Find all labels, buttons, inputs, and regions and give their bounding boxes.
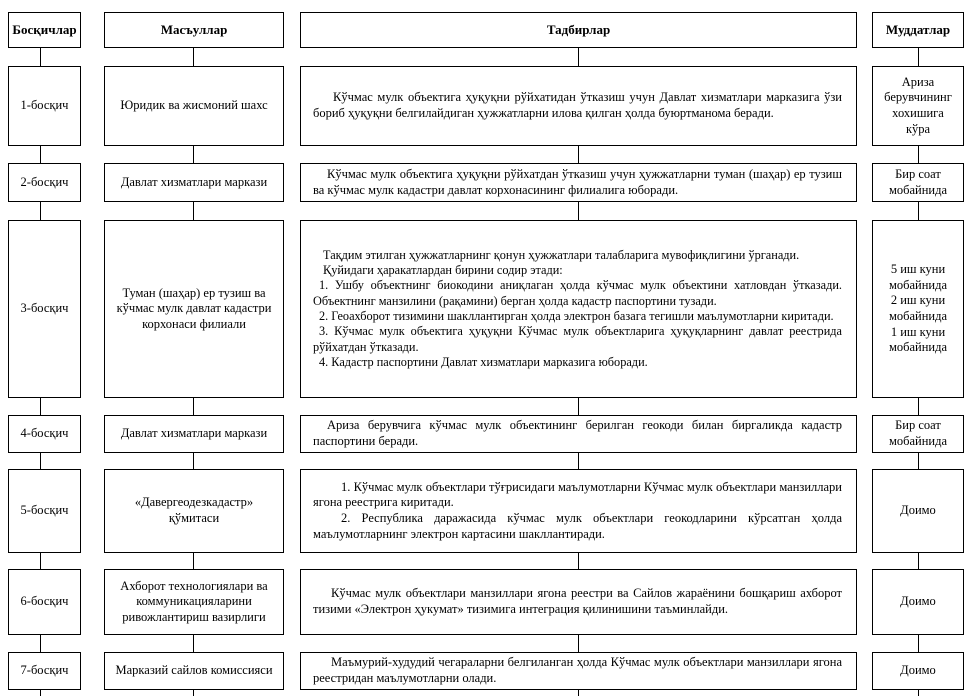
deadline-cell: Доимо <box>872 469 964 553</box>
action-text: 1. Кўчмас мулк объектлари тўғрисидаги маълумотларни Кўчмас мулк объектлари манзиллари ягона реестрига киритади. <box>313 479 842 510</box>
header-stages: Босқичлар <box>8 12 81 48</box>
action-cell <box>300 469 857 553</box>
action-cell <box>300 220 857 398</box>
responsible-cell: Юридик ва жисмоний шахс <box>104 66 284 146</box>
action-text: Қуйидаги ҳаракатлардан бирини содир этади: <box>323 262 563 277</box>
deadline-item: 1 иш куни мобайнида <box>888 324 948 355</box>
responsible-cell: «Давергеодезкадастр» қўмитаси <box>104 469 284 553</box>
stage-cell: 7-босқич <box>8 652 81 690</box>
action-text: 2. Республика даражасида кўчмас мулк объектлари геокодларини кўрсатган ҳолда маълумотларнинг электрон картасини шакллантиради. <box>313 511 842 541</box>
responsible-cell: Ахборот технологиялари ва коммуникацияларини ривожлантириш вазирлиги <box>104 569 284 635</box>
deadline-item: 5 иш куни мобайнида <box>888 262 948 292</box>
responsible-cell: Марказий сайлов комиссияси <box>104 652 284 690</box>
stage-cell: 5-босқич <box>8 469 81 553</box>
responsible-cell: Туман (шаҳар) ер тузиш ва кўчмас мулк давлат кадастри корхонаси филиали <box>104 220 284 398</box>
action-text: Тақдим этилган ҳужжатларнинг қонун ҳужжатлари талабларига мувофиқлигини ўрганади. <box>323 247 800 262</box>
deadline-cell: Доимо <box>872 569 964 635</box>
action-text: 4. Кадастр паспортини Давлат хизматлари марказига юборади. <box>319 355 648 370</box>
deadline-cell: Бир соат мобайнида <box>872 163 964 202</box>
action-text: Ариза берувчига кўчмас мулк объектининг берилган геокоди билан биргаликда кадастр паспортини беради. <box>313 418 842 448</box>
action-cell <box>300 66 857 146</box>
responsible-cell: Давлат хизматлари маркази <box>104 415 284 453</box>
action-cell <box>300 569 857 635</box>
action-text: Кўчмас мулк объектлари манзиллари ягона реестри ва Сайлов жараёнини бошқариш ахборот тизими «Электрон ҳукумат» тизимига интеграция қилинишини таъминлайди. <box>313 586 842 616</box>
stage-cell: 1-босқич <box>8 66 81 146</box>
action-text: 3. Кўчмас мулк объектига ҳуқуқни Кўчмас мулк объектларига ҳуқуқларнинг давлат реестрида рўйхатдан ўтказади. <box>313 324 842 354</box>
action-cell <box>300 163 857 202</box>
deadline-item: 2 иш куни мобайнида <box>888 293 948 323</box>
action-cell <box>300 415 857 453</box>
action-text: 1. Ушбу объектнинг биокодини аниқлаган ҳолда кўчмас мулк объектини хатловдан ўтказади. Объектнинг манзилини (рақамини) берган ҳолда кадастр паспортини тузади. <box>313 278 842 308</box>
deadline-cell: Ариза берувчининг хохишига кўра <box>872 66 964 146</box>
stage-cell: 2-босқич <box>8 163 81 202</box>
deadline-cell <box>872 220 964 398</box>
stage-cell: 6-босқич <box>8 569 81 635</box>
action-text: Кўчмас мулк объектига ҳуқуқни рўйхатдан ўтказиш учун ҳужжатларни туман (шаҳар) ер тузиш ва кўчмас мулк кадастри давлат корхонасининг филиалига юборади. <box>313 166 842 197</box>
action-text: Кўчмас мулк объектига ҳуқуқни рўйхатидан ўтказиш учун Давлат хизматлари марказига ўзи бориб ҳуқуқни белгилайдиган ҳужжатларни илова қилган ҳолда буюртманома беради. <box>313 90 842 120</box>
deadline-cell: Бир соат мобайнида <box>872 415 964 453</box>
responsible-cell: Давлат хизматлари маркази <box>104 163 284 202</box>
action-text: 2. Геоахборот тизимини шакллантирган ҳолда электрон базага тегишли маълумотларни киритади. <box>319 309 834 323</box>
action-cell <box>300 652 857 690</box>
stage-cell: 3-босқич <box>8 220 81 398</box>
deadline-cell: Доимо <box>872 652 964 690</box>
stage-cell: 4-босқич <box>8 415 81 453</box>
header-deadlines: Муддатлар <box>872 12 964 48</box>
header-actions: Тадбирлар <box>300 12 857 48</box>
action-text: Маъмурий-худудий чегараларни белгиланган ҳолда Кўчмас мулк объектлари манзиллари ягона реестридан маълумотларни олади. <box>313 655 842 685</box>
header-responsible: Масъуллар <box>104 12 284 48</box>
